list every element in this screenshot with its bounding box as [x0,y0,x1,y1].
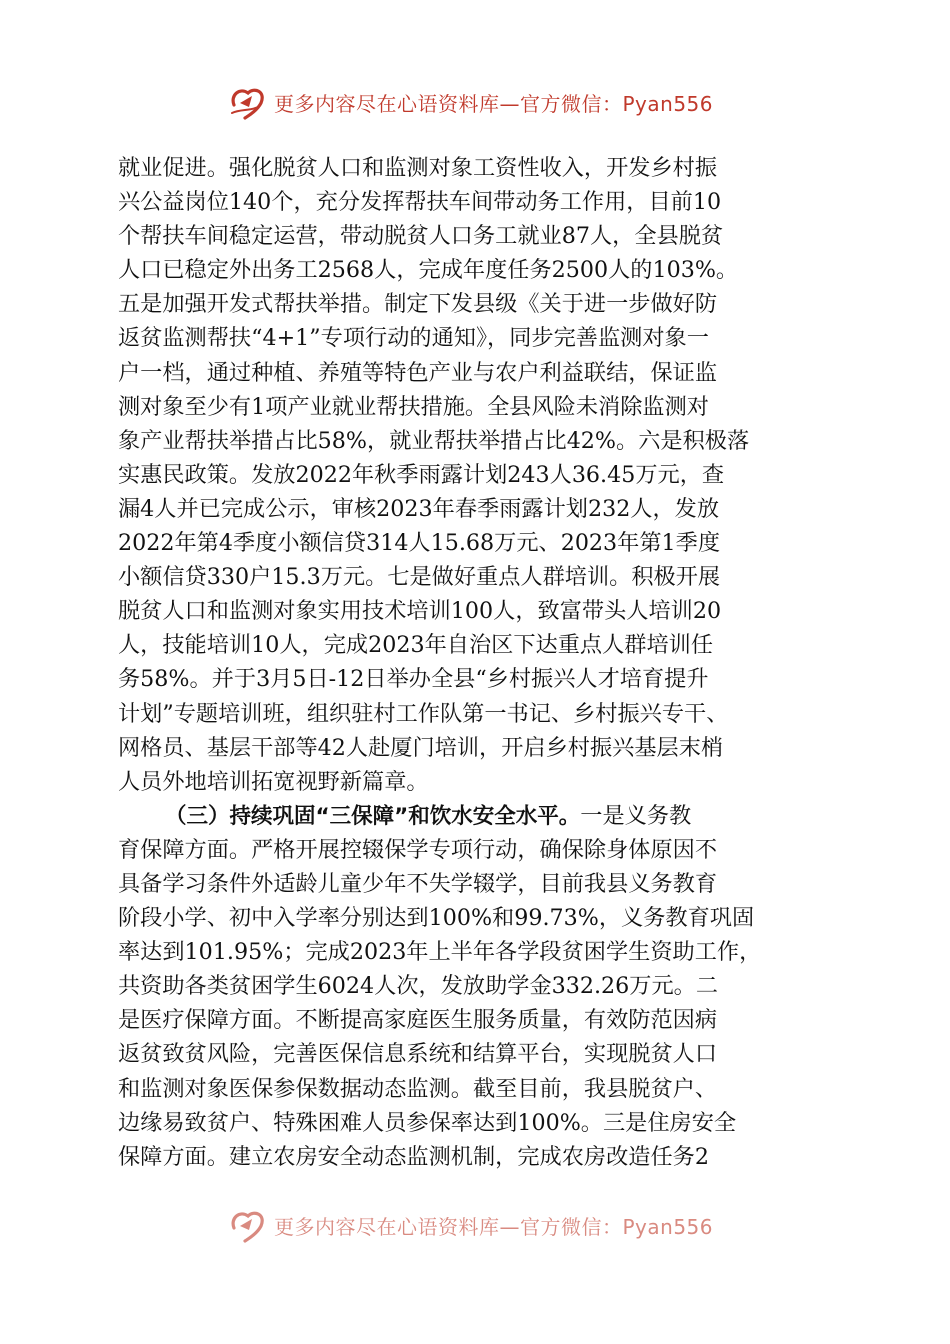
body-line: 返贫致贫风险，完善医保信息系统和结算平台，实现脱贫人口 [118,1041,718,1068]
body-line: 网格员、基层干部等42人赴厦门培训，开启乡村振兴基层末梢 [118,734,724,761]
body-line: 象产业帮扶举措占比58%，就业帮扶举措占比42%。六是积极落 [118,427,750,454]
body-line: 就业促进。强化脱贫人口和监测对象工资性收入，开发乡村振 [118,155,718,181]
body-line: 育保障方面。严格开展控辍保学专项行动，确保除身体原因不 [118,836,718,863]
header-banner [228,82,748,122]
body-line: 具备学习条件外适龄儿童少年不失学辍学，目前我县义务教育 [118,870,718,897]
body-line: 漏4人并已完成公示，审核2023年春季雨露计划232人，发放 [118,495,720,522]
body-line: 计划”专题培训班，组织驻村工作队第一书记、乡村振兴专干、 [118,700,729,727]
body-line: 返贫监测帮扶“4+1”专项行动的通知》，同步完善监测对象一 [118,325,709,352]
body-line: 兴公益岗位140个，充分发挥帮扶车间带动务工作用，目前10 [118,189,722,216]
body-line: 个帮扶车间稳定运营，带动脱贫人口务工就业87人，全县脱贫 [118,223,724,250]
footer-banner-text: 更多内容尽在心语资料库—官方微信：Pyan556 [274,1214,714,1239]
body-line: 实惠民政策。发放2022年秋季雨露计划243人36.45万元，查 [118,461,725,488]
body-line: 是医疗保障方面。不断提高家庭医生服务质量，有效防范因病 [118,1007,718,1034]
body-line: 务58%。并于3月5日-12日举办全县“乡村振兴人才培育提升 [118,666,709,693]
body-line: 脱贫人口和监测对象实用技术培训100人，致富带头人培训20 [118,598,722,625]
section-first-line [118,799,838,833]
body-line: 阶段小学、初中入学率分别达到100%和99.73%，义务教育巩固 [118,905,755,932]
body-line: 率达到101.95%；完成2023年上半年各学段贫困学生资助工作， [118,939,762,966]
body-line: 和监测对象医保参保数据动态监测。截至目前，我县脱贫户、 [118,1075,718,1102]
body-line: 共资助各类贫困学生6024人次，发放助学金332.26万元。二 [118,973,719,1000]
brush-heart-logo-icon [228,1206,268,1244]
body-line: 测对象至少有1项产业就业帮扶措施。全县风险未消除监测对 [118,393,709,420]
body-line: 边缘易致贫户、特殊困难人员参保率达到100%。三是住房安全 [118,1109,737,1136]
section-heading: （三）持续巩固“三保障”和饮水安全水平。 [165,803,581,829]
body-line: 小额信贷330户15.3万元。七是做好重点人群培训。积极开展 [118,564,721,591]
body-line: 五是加强开发式帮扶举措。制定下发县级《关于进一步做好防 [118,291,718,318]
document-body [118,151,838,1174]
footer-banner [228,1205,748,1245]
body-line: 人员外地培训拓宽视野新篇章。 [118,768,429,795]
body-line: 户一档，通过种植、养殖等特色产业与农户利益联结，保证监 [118,359,718,386]
section-first-line-rest: 一是义务教 [580,802,692,829]
body-line: 2022年第4季度小额信贷314人15.68万元、2023年第1季度 [118,530,721,557]
brush-heart-logo-icon [228,83,268,121]
body-line: 保障方面。建立农房安全动态监测机制，完成农房改造任务2 [118,1143,709,1170]
header-banner-text: 更多内容尽在心语资料库—官方微信：Pyan556 [274,91,714,116]
body-line: 人口已稳定外出务工2568人，完成年度任务2500人的103%。 [118,257,739,284]
body-line: 人，技能培训10人，完成2023年自治区下达重点人群培训任 [118,632,714,659]
